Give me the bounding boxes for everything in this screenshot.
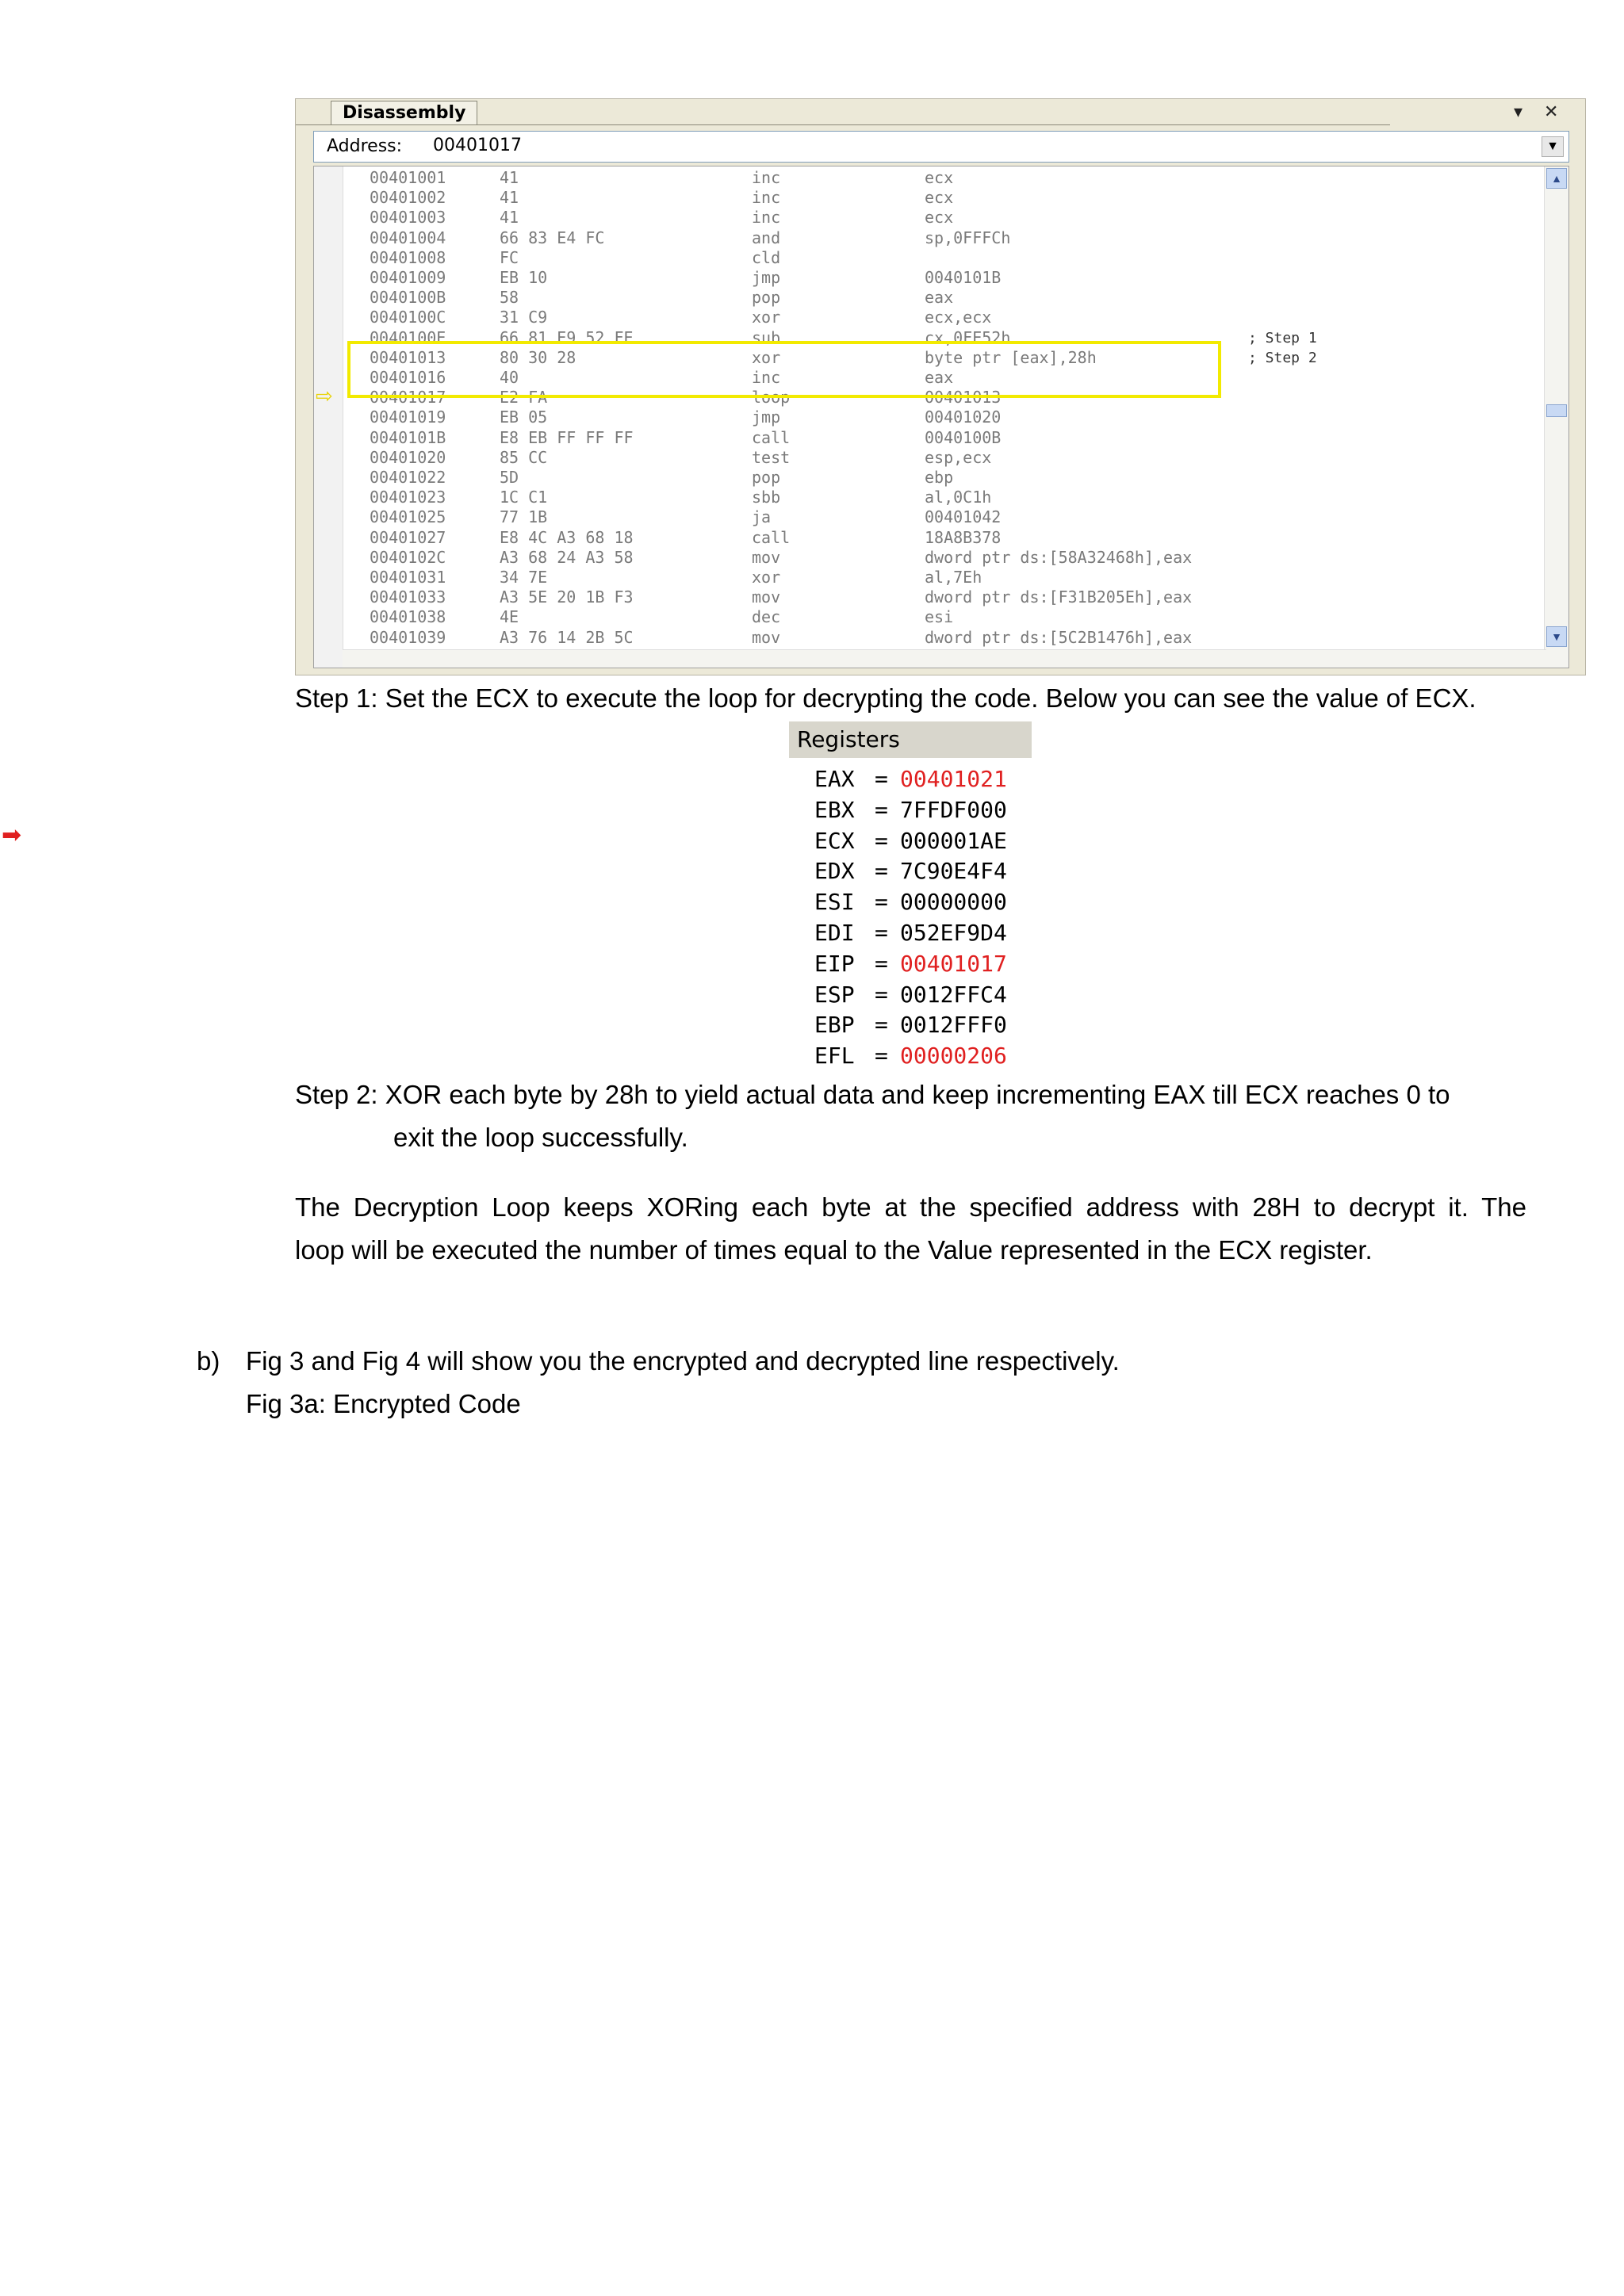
instruction-mnemonic: and [752,228,781,247]
instruction-operands: ecx [925,208,954,228]
instruction-operands: 00401013 [925,388,1002,408]
instruction-address: 00401001 [370,168,446,187]
instruction-bytes: 80 30 28 [500,347,576,367]
instruction-mnemonic: ja [752,507,772,527]
instruction-address: 00401017 [370,388,446,408]
instruction-bytes: E8 EB FF FF FF [500,427,634,447]
instruction-mnemonic: pop [752,468,781,487]
instruction-bytes: 77 1B [500,507,548,527]
instruction-mnemonic: cld [752,247,781,267]
disasm-row[interactable] [314,288,1543,308]
disasm-row[interactable] [314,268,1543,288]
instruction-mnemonic: loop [752,388,791,408]
instruction-address: 00401027 [370,527,446,547]
dropdown-menu-icon[interactable]: ▾ [1514,102,1523,122]
instruction-mnemonic: sbb [752,488,781,507]
instruction-bytes: 41 [500,188,519,208]
instruction-mnemonic: jmp [752,408,781,427]
disasm-row[interactable] [314,568,1543,587]
instruction-mnemonic: mov [752,547,781,567]
divider [296,124,1390,125]
instruction-operands: 0040100B [925,427,1002,447]
instruction-operands: ecx [925,188,954,208]
fig3a-caption: Fig 3a: Encrypted Code [246,1389,521,1418]
scroll-up-button[interactable] [1546,168,1567,189]
instruction-address: 00401008 [370,247,446,267]
instruction-operands: 00401020 [925,408,1002,427]
instruction-operands: dword ptr ds:[58A32468h],eax [925,547,1193,567]
disasm-row[interactable] [314,308,1543,327]
instruction-address: 00401033 [370,587,446,607]
disasm-row[interactable] [314,548,1543,568]
instruction-address: 00401023 [370,488,446,507]
instruction-address: 00401022 [370,468,446,487]
instruction-bytes: 1C C1 [500,488,548,507]
register-equals: = [875,796,888,823]
registers-title: Registers [789,721,1032,758]
register-equals: = [875,889,888,916]
disasm-row[interactable] [314,628,1543,648]
instruction-bytes: EB 10 [500,268,548,287]
register-equals: = [875,827,888,854]
instruction-address: 0040102C [370,547,446,567]
instruction-bytes: FC [500,247,519,267]
instruction-bytes: A3 68 24 A3 58 [500,547,634,567]
instruction-bytes: 41 [500,208,519,228]
register-name: ECX [814,827,855,854]
instruction-mnemonic: pop [752,288,781,308]
disasm-row[interactable] [314,468,1543,488]
register-name: EDX [814,858,855,885]
register-value: 00401017 [900,950,1007,977]
register-value: 0012FFC4 [900,981,1007,1008]
instruction-operands: dword ptr ds:[5C2B1476h],eax [925,627,1193,647]
instruction-bytes: 58 [500,288,519,308]
instruction-bytes: 40 [500,368,519,387]
disassembly-titlebar [296,99,1585,128]
disasm-row[interactable] [314,448,1543,468]
instruction-operands: cx,0FE52h [925,327,1011,347]
register-equals: = [875,920,888,946]
disasm-row[interactable] [314,488,1543,507]
step2-line1: Step 2: XOR each byte by 28h to yield actual data and keep incrementing EAX till ECX reaches 0 to [295,1080,1450,1109]
horizontal-scrollbar[interactable] [343,649,1546,668]
instruction-address: 00401003 [370,208,446,228]
instruction-bytes: E2 FA [500,388,548,408]
instruction-operands: 18A8B378 [925,527,1002,547]
instruction-operands: ecx [925,168,954,187]
register-equals: = [875,950,888,977]
register-equals: = [875,858,888,885]
instruction-address: 0040100C [370,308,446,327]
instruction-bytes: A3 76 14 2B 5C [500,627,634,647]
register-value: 0012FFF0 [900,1012,1007,1039]
instruction-address: 00401004 [370,228,446,247]
instruction-operands: 00401042 [925,507,1002,527]
instruction-bytes: 66 83 E4 FC [500,228,605,247]
disasm-row[interactable] [314,607,1543,627]
disasm-row[interactable] [314,248,1543,268]
instruction-bytes: 5D [500,468,519,487]
instruction-mnemonic: dec [752,607,781,627]
instruction-mnemonic: inc [752,208,781,228]
address-dropdown-button[interactable] [1542,136,1564,157]
register-equals: = [875,1012,888,1039]
disasm-row[interactable] [314,528,1543,548]
instruction-operands: eax [925,368,954,387]
register-name: EAX [814,766,855,792]
disasm-row[interactable] [314,507,1543,527]
instruction-address: 00401019 [370,408,446,427]
instruction-address: 00401025 [370,507,446,527]
chevron-up-icon: ▲ [1551,172,1562,185]
instruction-address: 0040101B [370,427,446,447]
instruction-bytes: EB 05 [500,408,548,427]
instruction-mnemonic: jmp [752,268,781,287]
instruction-address: 00401013 [370,347,446,367]
instruction-mnemonic: call [752,527,791,547]
item-b-text: Fig 3 and Fig 4 will show you the encrypted and decrypted line respectively. [246,1346,1120,1376]
register-value: 7C90E4F4 [900,858,1007,885]
instruction-bytes: 85 CC [500,447,548,467]
instruction-bytes: 4E [500,607,519,627]
register-name: ESP [814,981,855,1008]
disasm-row[interactable] [314,168,1543,188]
register-name: EIP [814,950,855,977]
register-value: 000001AE [900,827,1007,854]
instruction-address: 00401039 [370,627,446,647]
disasm-row[interactable] [314,408,1543,427]
register-name: EFL [814,1043,855,1070]
disasm-row[interactable] [314,208,1543,228]
disasm-row[interactable] [314,228,1543,248]
register-name: EBP [814,1012,855,1039]
address-label: Address: [327,136,403,156]
scroll-thumb[interactable] [1546,404,1567,417]
step2-line2: exit the loop successfully. [393,1123,688,1152]
register-value: 00000206 [900,1043,1007,1070]
instruction-operands: byte ptr [eax],28h [925,347,1097,367]
instruction-pointer-arrow-icon: ⇨ [316,384,333,408]
instruction-operands: al,7Eh [925,568,982,587]
paragraph-line2: loop will be executed the number of times equal to the Value represented in the ECX register. [295,1235,1373,1265]
register-value: 00401021 [900,766,1007,792]
instruction-address: 00401038 [370,607,446,627]
ecx-pointer-arrow-icon: ➡ [2,822,22,848]
disassembly-listing[interactable] [313,166,1569,668]
address-bar [313,131,1569,163]
register-equals: = [875,766,888,792]
instruction-address: 00401016 [370,368,446,387]
registers-panel [789,721,1032,1070]
disasm-row[interactable] [314,428,1543,448]
address-input[interactable]: 00401017 [433,136,522,155]
register-value: 00000000 [900,889,1007,916]
instruction-mnemonic: inc [752,188,781,208]
instruction-bytes: 41 [500,168,519,187]
instruction-address: 00401009 [370,268,446,287]
instruction-comment: ; Step 1 [1248,329,1317,346]
instruction-operands: al,0C1h [925,488,992,507]
register-value: 052EF9D4 [900,920,1007,946]
chevron-down-icon: ▼ [1551,630,1562,643]
register-equals: = [875,981,888,1008]
instruction-address: 00401031 [370,568,446,587]
instruction-address: 0040100E [370,327,446,347]
register-name: EBX [814,796,855,823]
instruction-address: 00401002 [370,188,446,208]
step1-text: Step 1: Set the ECX to execute the loop for decrypting the code. Below you can see the value of ECX. [295,683,1477,713]
paragraph-line1: The Decryption Loop keeps XORing each byte at the specified address with 28H to decrypt it. The [295,1192,1526,1222]
disasm-row[interactable] [314,188,1543,208]
instruction-operands: 0040101B [925,268,1002,287]
instruction-mnemonic: mov [752,587,781,607]
register-value: 7FFDF000 [900,796,1007,823]
item-b-marker: b) [197,1346,220,1376]
instruction-mnemonic: mov [752,627,781,647]
close-icon[interactable]: ✕ [1544,102,1559,122]
instruction-bytes: 66 81 E9 52 FE [500,327,634,347]
instruction-mnemonic: test [752,447,791,467]
register-equals: = [875,1043,888,1070]
register-name: ESI [814,889,855,916]
instruction-operands: ecx,ecx [925,308,992,327]
vertical-scrollbar[interactable] [1544,166,1568,668]
instruction-bytes: A3 5E 20 1B F3 [500,587,634,607]
disasm-row[interactable] [314,587,1543,607]
highlight-box [347,341,1221,398]
instruction-address: 0040100B [370,288,446,308]
instruction-mnemonic: xor [752,347,781,367]
instruction-mnemonic: inc [752,368,781,387]
instruction-mnemonic: xor [752,568,781,587]
register-name: EDI [814,920,855,946]
instruction-bytes: 31 C9 [500,308,548,327]
instruction-mnemonic: inc [752,168,781,187]
chevron-down-icon: ▼ [1546,140,1559,153]
instruction-operands: dword ptr ds:[F31B205Eh],eax [925,587,1193,607]
instruction-bytes: E8 4C A3 68 18 [500,527,634,547]
disassembly-tab[interactable]: Disassembly [331,101,477,125]
instruction-mnemonic: call [752,427,791,447]
instruction-bytes: 34 7E [500,568,548,587]
scroll-down-button[interactable] [1546,626,1567,647]
instruction-mnemonic: xor [752,308,781,327]
instruction-operands: ebp [925,468,954,487]
instruction-comment: ; Step 2 [1248,349,1317,366]
instruction-operands: sp,0FFFCh [925,228,1011,247]
instruction-operands: esp,ecx [925,447,992,467]
instruction-address: 00401020 [370,447,446,467]
instruction-mnemonic: sub [752,327,781,347]
instruction-operands: esi [925,607,954,627]
instruction-operands: eax [925,288,954,308]
